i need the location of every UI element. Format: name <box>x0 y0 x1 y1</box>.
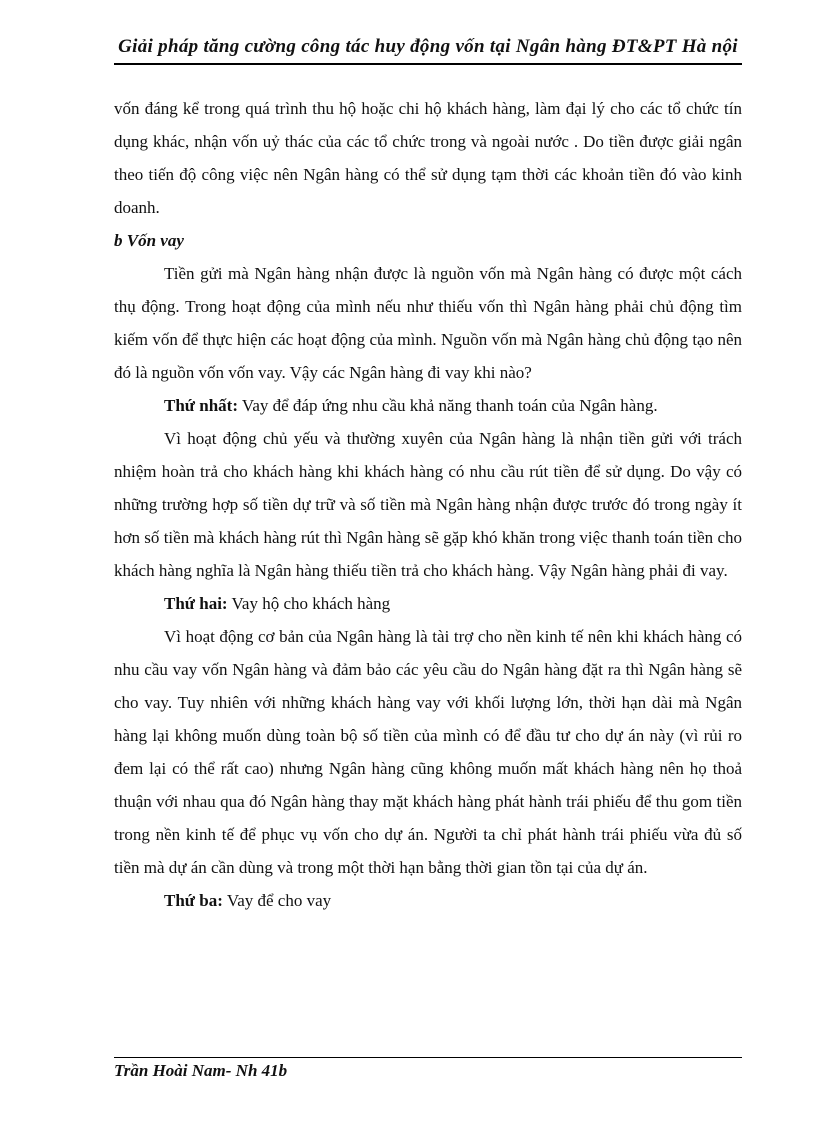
document-body <box>114 92 742 917</box>
header-rule <box>114 63 742 65</box>
item-text-first: Vay để đáp ứng nhu cầu khả năng thanh toán của Ngân hàng. <box>237 396 658 415</box>
item-text-third: Vay để cho vay <box>222 891 332 910</box>
item-label-first: Thứ nhất: <box>164 396 238 415</box>
item-label-second: Thứ hai: <box>164 594 228 613</box>
header-title: Giải pháp tăng cường công tác huy động vốn tại Ngân hàng ĐT&PT Hà nội <box>118 36 738 57</box>
paragraph-intro-loans: Tiền gửi mà Ngân hàng nhận được là nguồn vốn mà Ngân hàng có được một cách thụ động. Trong hoạt động của mình nếu như thiếu vốn thì Ngân hàng phải chủ động tìm kiếm vốn để thực hiện các hoạt động của mình. Nguồn vốn mà Ngân hàng chủ động tạo nên đó là nguồn vốn vốn vay. Vậy các Ngân hàng đi vay khi nào? <box>114 264 742 382</box>
section-heading-b <box>114 224 742 257</box>
list-item-third <box>114 884 742 917</box>
paragraph-first-explanation: Vì hoạt động chủ yếu và thường xuyên của Ngân hàng là nhận tiền gửi với trách nhiệm hoàn trả cho khách hàng khi khách hàng có nhu cầu rút tiền để sử dụng. Do vậy có những trường hợp số tiền dự trữ và số tiền mà Ngân hàng nhận được trước đó trong ngày ít hơn số tiền mà khách hàng rút thì Ngân hàng sẽ gặp khó khăn trong việc thanh toán tiền cho khách hàng nghĩa là Ngân hàng thiếu tiền trả cho khách hàng. Vậy Ngân hàng phải đi vay. <box>114 429 742 580</box>
paragraph-second-explanation: Vì hoạt động cơ bản của Ngân hàng là tài trợ cho nền kinh tế nên khi khách hàng có nhu cầu vay vốn Ngân hàng và đảm bảo các yêu cầu do Ngân hàng đặt ra thì Ngân hàng sẽ cho vay. Tuy nhiên với những khách hàng vay với khối lượng lớn, thời hạn dài mà Ngân hàng lại không muốn dùng toàn bộ số tiền của mình có để đầu tư cho dự án này (vì rủi ro đem lại có thể rất cao) nhưng Ngân hàng cũng không muốn mất khách hàng nên họ thoả thuận với nhau qua đó Ngân hàng thay mặt khách hàng phát hành trái phiếu để thu gom tiền trong nền kinh tế để phục vụ vốn cho dự án. Người ta chỉ phát hành trái phiếu vừa đủ số tiền mà dự án cần dùng và trong một thời hạn bằng thời gian tồn tại của dự án. <box>114 627 742 877</box>
footer-rule <box>114 1057 742 1058</box>
item-label-third: Thứ ba: <box>164 891 223 910</box>
list-item-second <box>114 587 742 620</box>
item-text-second: Vay hộ cho khách hàng <box>227 594 391 613</box>
footer-author: Trần Hoài Nam- Nh 41b <box>114 1061 288 1080</box>
paragraph-continuation: vốn đáng kể trong quá trình thu hộ hoặc chi hộ khách hàng, làm đại lý cho các tổ chức tín dụng khác, nhận vốn uỷ thác của các tổ chức trong và ngoài nước . Do tiền được giải ngân theo tiến độ công việc nên Ngân hàng có thể sử dụng tạm thời các khoản tiền đó vào kinh doanh. <box>114 99 742 217</box>
list-item-first <box>114 389 742 422</box>
section-heading-text: b Vốn vay <box>114 231 184 250</box>
